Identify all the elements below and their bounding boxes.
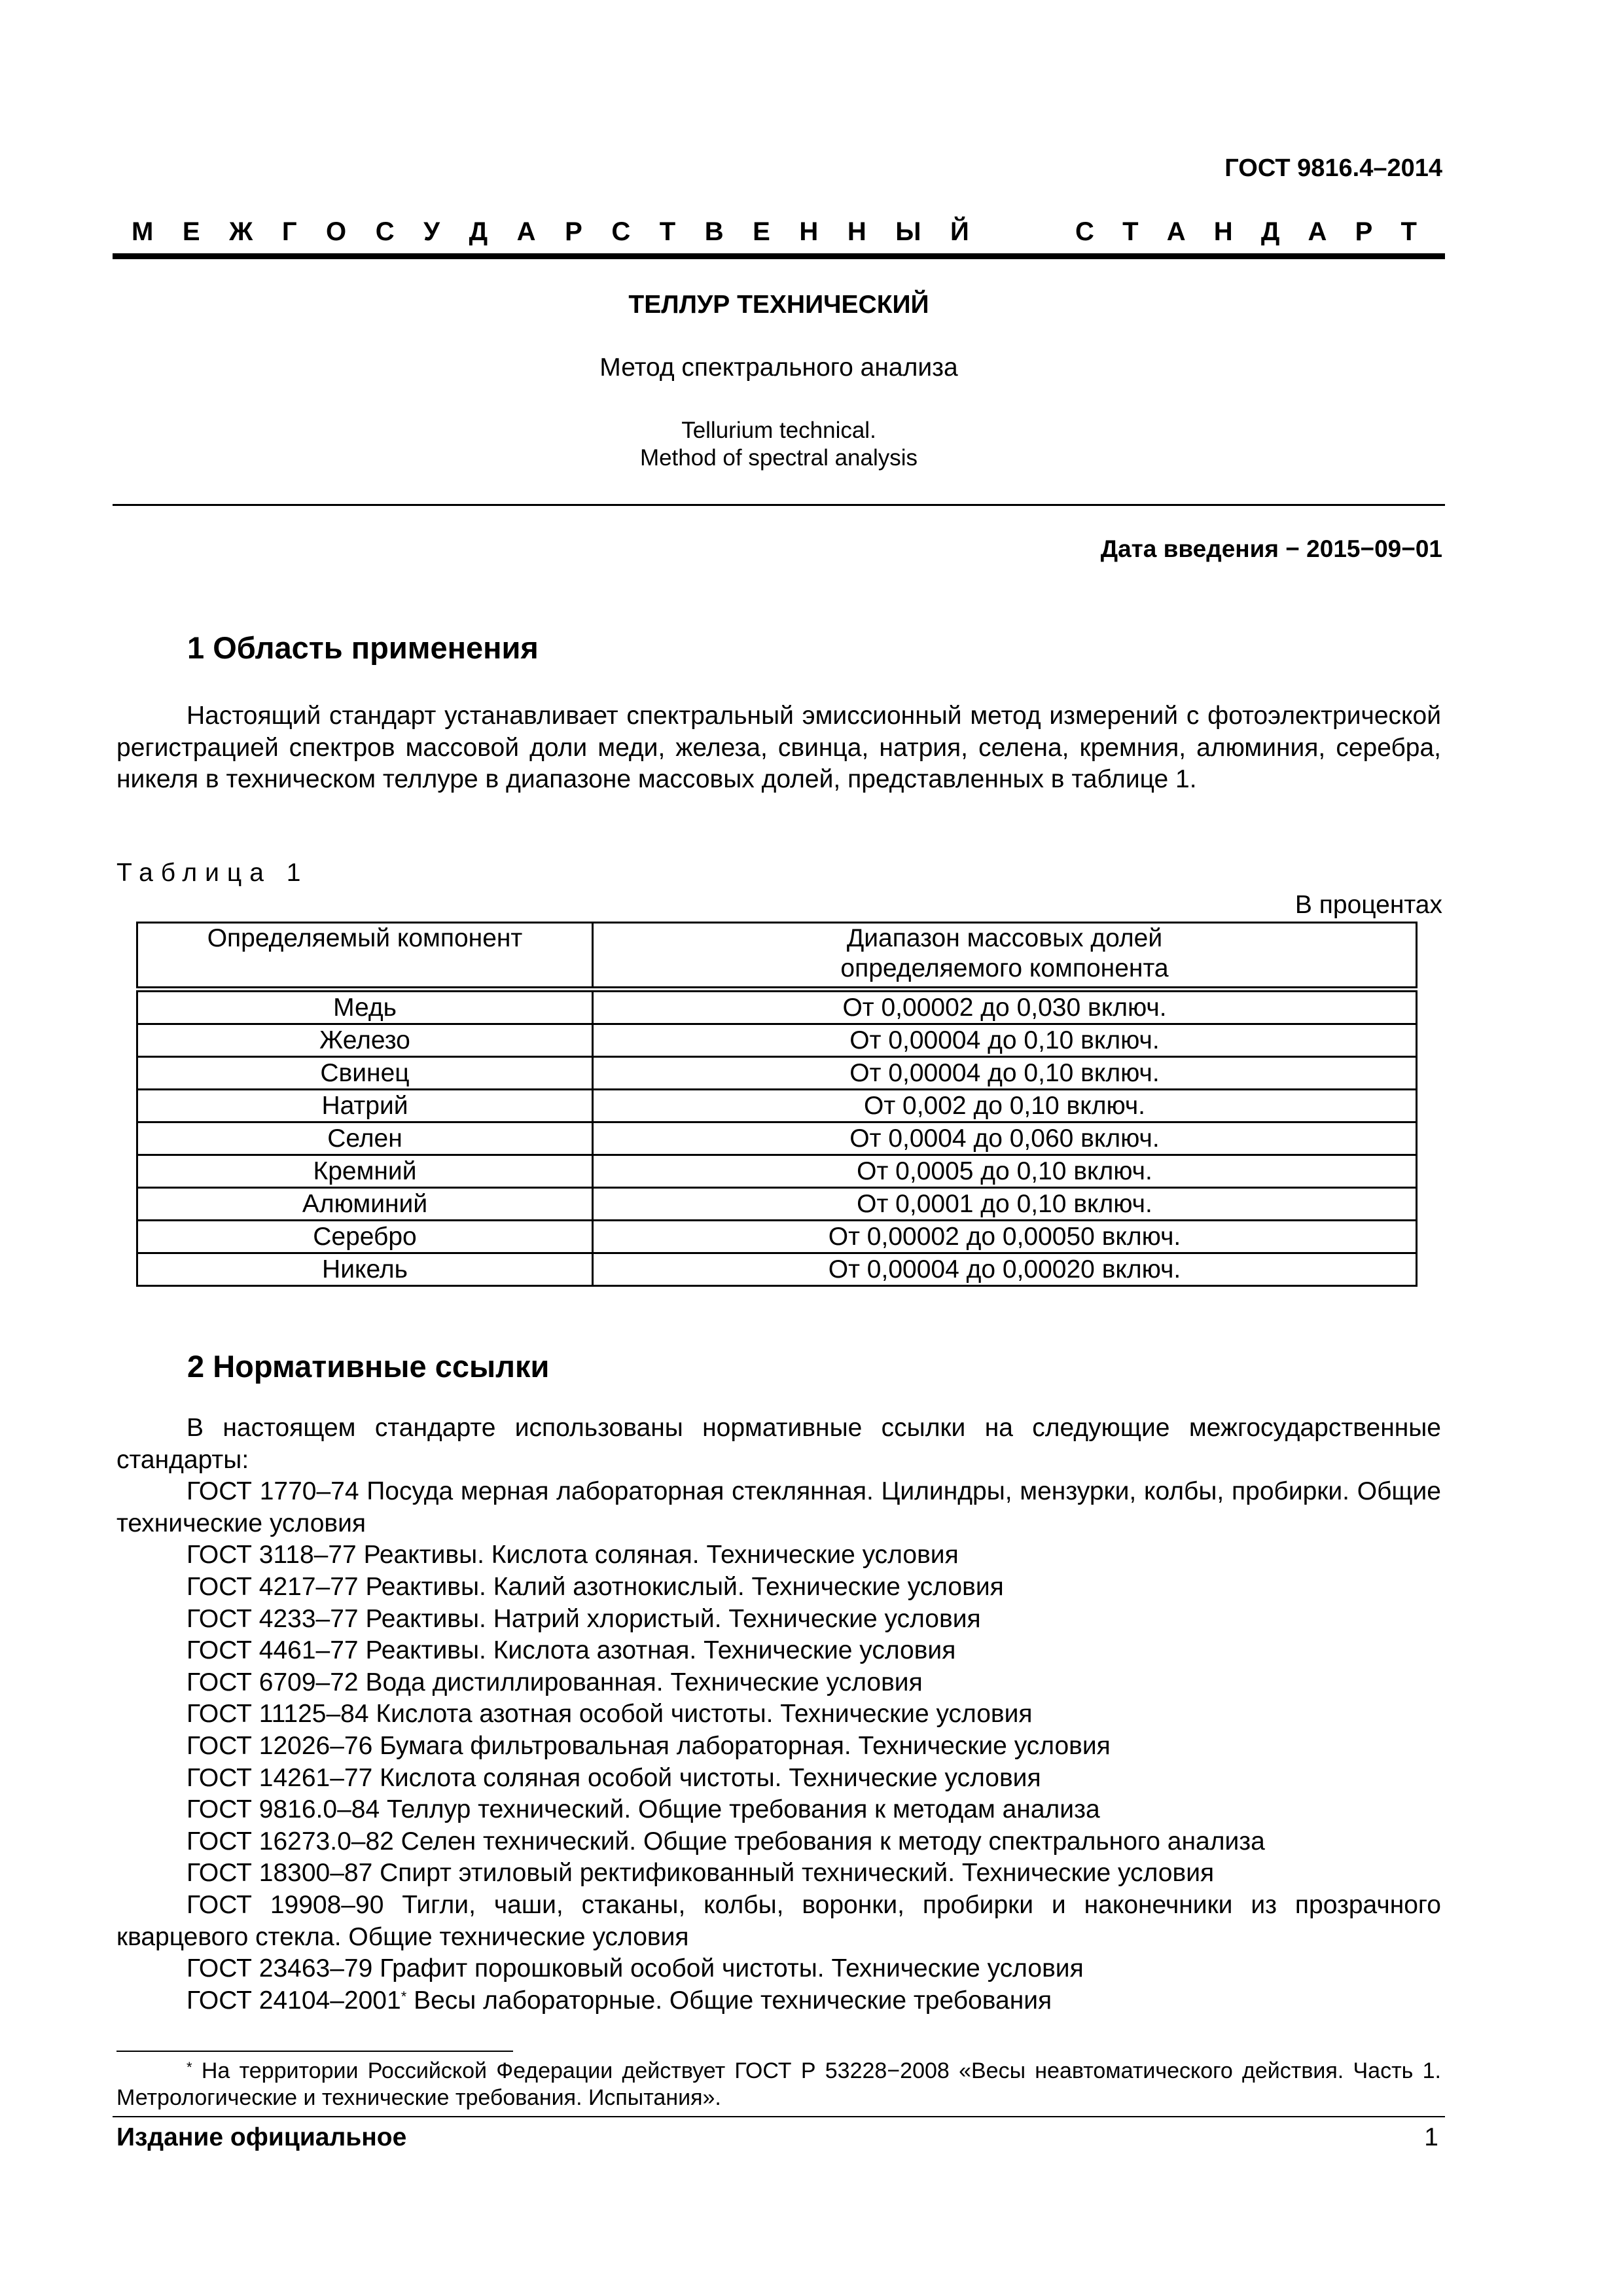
reference-item: ГОСТ 18300–87 Спирт этиловый ректификованный технический. Технические условия [187,1859,1215,1888]
table-row [137,1057,1417,1090]
reference-item: ГОСТ 23463–79 Графит порошковый особой чистоты. Технические условия [187,1954,1084,1983]
reference-code: ГОСТ 24104–2001 [187,1986,401,2015]
component-cell: Серебро [137,1221,593,1253]
table-row [137,1253,1417,1286]
title-rule [113,504,1445,506]
reference-item: ГОСТ 19908–90 Тигли, чаши, стаканы, колбы, воронки, пробирки и наконечники из прозрачного кварцевого стекла. Общие технические условия [116,1890,1441,1951]
component-cell: Железо [137,1024,593,1057]
range-cell: От 0,00004 до 0,10 включ. [593,1024,1417,1057]
range-cell: От 0,00004 до 0,00020 включ. [593,1253,1417,1286]
reference-item: ГОСТ 3118–77 Реактивы. Кислота соляная. Технические условия [187,1541,959,1570]
reference-item: ГОСТ 14261–77 Кислота соляная особой чистоты. Технические условия [187,1763,1041,1792]
references-intro: В настоящем стандарте использованы нормативные ссылки на следующие межгосударственные стандарты: [116,1414,1441,1474]
reference-item: ГОСТ 1770–74 Посуда мерная лабораторная стеклянная. Цилиндры, мензурки, колбы, пробирки. Общие технические условия [116,1477,1441,1537]
table-row [137,990,1417,1024]
reference-item: ГОСТ 6709–72 Вода дистиллированная. Технические условия [187,1668,923,1696]
table-label: Таблица 1 [116,859,309,887]
reference-item: ГОСТ 12026–76 Бумага фильтровальная лабораторная. Технические условия [187,1731,1111,1760]
reference-title: Весы лабораторные. Общие технические требования [406,1986,1052,2015]
section1-paragraph: Настоящий стандарт устанавливает спектральный эмиссионный метод измерений с фотоэлектрической регистрацией спектров массовой доли меди, железа, свинца, натрия, селена, кремния, алюминия, серебра, никеля в техническом теллуре в диапазоне массовых долей, представленных в таблице 1. [116,702,1441,794]
table-header-range: Диапазон массовых долей определяемого компонента [593,923,1417,990]
table-header-component: Определяемый компонент [137,923,593,990]
table-units: В процентах [1294,891,1442,919]
reference-list [116,1476,1441,1985]
standard-word: С Т А Н Д А Р Т [1075,217,1417,246]
document-title: ТЕЛЛУР ТЕХНИЧЕСКИЙ [628,291,929,319]
range-cell: От 0,00002 до 0,00050 включ. [593,1221,1417,1253]
document-subtitle: Метод спектрального анализа [599,353,958,382]
reference-item: ГОСТ 9816.0–84 Теллур технический. Общие требования к методам анализа [187,1795,1100,1824]
table-row [137,1122,1417,1155]
reference-item [116,1985,1441,2017]
section2-heading: 2 Нормативные ссылки [187,1349,550,1384]
reference-item: ГОСТ 4233–77 Реактивы. Натрий хлористый. Технические условия [187,1604,981,1633]
interstate-standard-banner [132,217,1417,247]
component-cell: Никель [137,1253,593,1286]
component-cell: Кремний [137,1155,593,1188]
header-thick-rule [113,253,1445,259]
english-title-line2: Method of spectral analysis [639,445,918,471]
page-number: 1 [1424,2123,1438,2151]
range-cell: От 0,0005 до 0,10 включ. [593,1155,1417,1188]
reference-item: ГОСТ 4217–77 Реактивы. Калий азотнокислый. Технические условия [187,1572,1004,1601]
table-row [137,1188,1417,1221]
section1-heading: 1 Область применения [187,630,539,665]
footnote-marker: * [401,1988,407,2005]
reference-item: ГОСТ 16273.0–82 Селен технический. Общие требования к методу спектрального анализа [187,1827,1265,1856]
range-cell: От 0,00004 до 0,10 включ. [593,1057,1417,1090]
reference-item: ГОСТ 4461–77 Реактивы. Кислота азотная. Технические условия [187,1636,956,1665]
range-cell: От 0,002 до 0,10 включ. [593,1090,1417,1122]
component-cell: Натрий [137,1090,593,1122]
range-cell: От 0,00002 до 0,030 включ. [593,990,1417,1024]
edition-label: Издание официальное [116,2123,407,2151]
table-row [137,1221,1417,1253]
footnote-separator [116,2051,513,2052]
component-cell: Алюминий [137,1188,593,1221]
table-row [137,1090,1417,1122]
range-cell: От 0,0004 до 0,060 включ. [593,1122,1417,1155]
component-cell: Селен [137,1122,593,1155]
component-cell: Свинец [137,1057,593,1090]
footnote-text: На территории Российской Федерации действует ГОСТ Р 53228−2008 «Весы неавтоматического действия. Часть 1. Метрологические и технические требования. Испытания». [116,2058,1441,2110]
interstate-word: М Е Ж Г О С У Д А Р С Т В Е Н Н Ы Й [132,217,969,246]
footer-rule [113,2116,1445,2117]
footnote-marker: * [187,2059,192,2075]
introduction-date: Дата введения − 2015−09−01 [1100,535,1442,562]
table-row [137,1155,1417,1188]
english-title-line1: Tellurium technical. [681,418,876,443]
range-cell: От 0,0001 до 0,10 включ. [593,1188,1417,1221]
reference-item: ГОСТ 11125–84 Кислота азотная особой чистоты. Технические условия [187,1700,1033,1729]
normative-references [116,1412,1441,2017]
ranges-table [136,922,1418,1287]
table-row [137,1024,1417,1057]
component-cell: Медь [137,990,593,1024]
table-header-row [137,923,1417,990]
document-number: ГОСТ 9816.4–2014 [1224,154,1442,182]
footnote [116,2058,1441,2111]
